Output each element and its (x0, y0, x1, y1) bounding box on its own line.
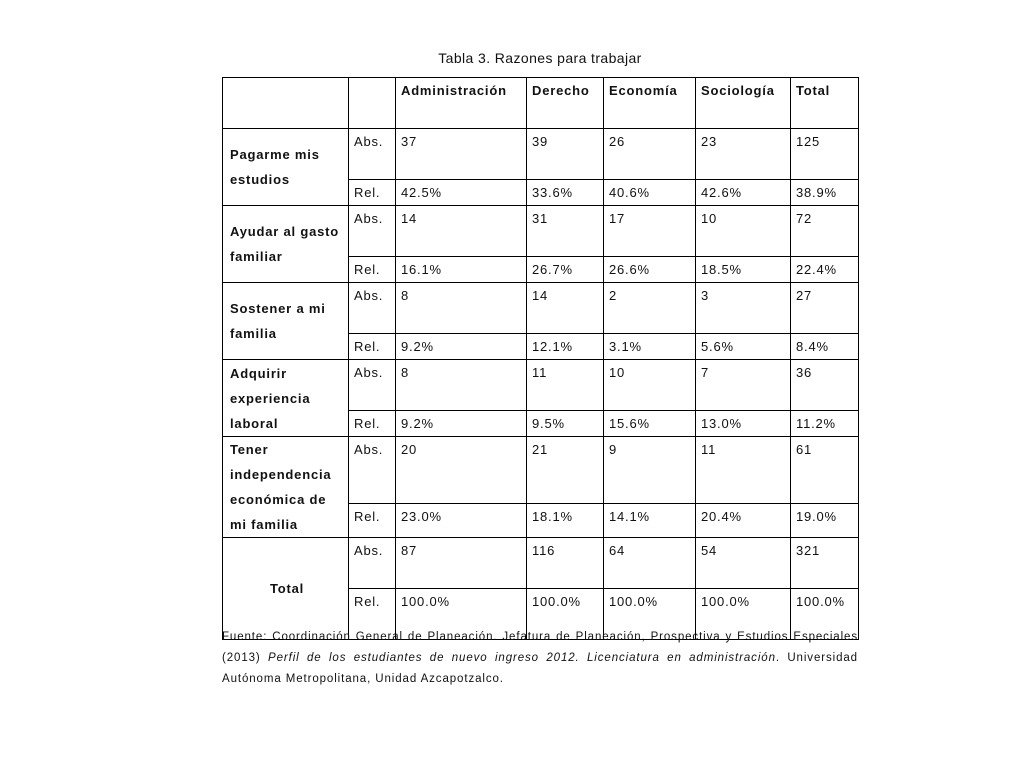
measure-label: Abs. (349, 538, 396, 589)
reason-label: Adquirir experiencia laboral (223, 360, 349, 437)
header-empty-cell (223, 78, 349, 129)
reason-label: Tener independencia económica de mi familia (223, 437, 349, 538)
data-cell: 11 (527, 360, 604, 411)
data-cell: 13.0% (696, 411, 791, 437)
table-row (223, 360, 859, 411)
data-cell: 3.1% (604, 334, 696, 360)
column-header: Economía (604, 78, 696, 129)
column-header: Sociología (696, 78, 791, 129)
data-cell: 10 (604, 360, 696, 411)
reason-label: Sostener a mi familia (223, 283, 349, 360)
data-cell: 72 (791, 206, 859, 257)
column-header: Total (791, 78, 859, 129)
column-header: Derecho (527, 78, 604, 129)
data-cell: 26.7% (527, 257, 604, 283)
data-cell: 11.2% (791, 411, 859, 437)
reason-label: Ayudar al gasto familiar (223, 206, 349, 283)
data-cell: 18.5% (696, 257, 791, 283)
data-cell: 12.1% (527, 334, 604, 360)
data-cell: 9.2% (396, 334, 527, 360)
reason-label: Total (223, 538, 349, 640)
data-cell: 2 (604, 283, 696, 334)
data-cell: 18.1% (527, 503, 604, 537)
data-cell: 37 (396, 129, 527, 180)
reason-label: Pagarme mis estudios (223, 129, 349, 206)
measure-label: Abs. (349, 283, 396, 334)
source-prefix: Fuente: Coordinación General de Planeación. Jefatura de Planeación, Prospectiva y Estudios Especiales (2013) (222, 631, 858, 664)
data-cell: 38.9% (791, 180, 859, 206)
column-header: Administración (396, 78, 527, 129)
data-cell: 11 (696, 437, 791, 504)
data-cell: 125 (791, 129, 859, 180)
data-cell: 23 (696, 129, 791, 180)
data-cell: 42.6% (696, 180, 791, 206)
data-cell: 39 (527, 129, 604, 180)
data-cell: 40.6% (604, 180, 696, 206)
header-row (223, 78, 859, 129)
data-cell: 26 (604, 129, 696, 180)
data-cell: 10 (696, 206, 791, 257)
measure-label: Rel. (349, 589, 396, 640)
data-cell: 15.6% (604, 411, 696, 437)
header-empty-cell (349, 78, 396, 129)
data-cell: 100.0% (527, 589, 604, 640)
reasons-table (222, 77, 859, 640)
data-cell: 9 (604, 437, 696, 504)
data-cell: 17 (604, 206, 696, 257)
measure-label: Abs. (349, 360, 396, 411)
data-cell: 27 (791, 283, 859, 334)
measure-label: Rel. (349, 411, 396, 437)
table-row (223, 129, 859, 180)
data-cell: 22.4% (791, 257, 859, 283)
data-cell: 116 (527, 538, 604, 589)
measure-label: Rel. (349, 503, 396, 537)
source-suffix: . Universidad Autónoma Metropolitana, Unidad Azcapotzalco. (222, 652, 858, 685)
data-cell: 9.5% (527, 411, 604, 437)
data-cell: 5.6% (696, 334, 791, 360)
data-cell: 14 (527, 283, 604, 334)
data-cell: 100.0% (604, 589, 696, 640)
data-cell: 100.0% (791, 589, 859, 640)
data-cell: 100.0% (396, 589, 527, 640)
table-row (223, 437, 859, 504)
measure-label: Rel. (349, 334, 396, 360)
data-cell: 16.1% (396, 257, 527, 283)
data-cell: 87 (396, 538, 527, 589)
data-cell: 33.6% (527, 180, 604, 206)
data-cell: 8.4% (791, 334, 859, 360)
data-cell: 20 (396, 437, 527, 504)
data-cell: 7 (696, 360, 791, 411)
data-cell: 20.4% (696, 503, 791, 537)
data-cell: 31 (527, 206, 604, 257)
source-note (222, 627, 858, 690)
data-cell: 3 (696, 283, 791, 334)
data-cell: 14 (396, 206, 527, 257)
table-row (223, 538, 859, 589)
data-cell: 100.0% (696, 589, 791, 640)
data-cell: 19.0% (791, 503, 859, 537)
data-cell: 9.2% (396, 411, 527, 437)
data-cell: 23.0% (396, 503, 527, 537)
measure-label: Rel. (349, 180, 396, 206)
data-cell: 8 (396, 283, 527, 334)
data-cell: 8 (396, 360, 527, 411)
measure-label: Rel. (349, 257, 396, 283)
table-title: Tabla 3. Razones para trabajar (438, 50, 642, 66)
data-cell: 42.5% (396, 180, 527, 206)
data-cell: 321 (791, 538, 859, 589)
data-cell: 36 (791, 360, 859, 411)
data-cell: 64 (604, 538, 696, 589)
data-cell: 21 (527, 437, 604, 504)
data-cell: 54 (696, 538, 791, 589)
measure-label: Abs. (349, 206, 396, 257)
table-row (223, 206, 859, 257)
measure-label: Abs. (349, 437, 396, 504)
table-row (223, 283, 859, 334)
measure-label: Abs. (349, 129, 396, 180)
data-cell: 26.6% (604, 257, 696, 283)
data-cell: 61 (791, 437, 859, 504)
data-cell: 14.1% (604, 503, 696, 537)
source-title: Perfil de los estudiantes de nuevo ingreso 2012. Licenciatura en administración (268, 652, 776, 664)
